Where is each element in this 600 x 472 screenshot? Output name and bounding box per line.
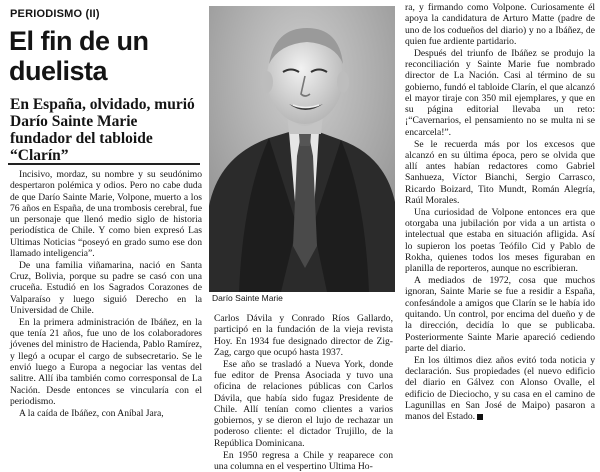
article-subhead: En España, olvidado, murió Darío Sainte Marie fundador del tabloide “Clarín” bbox=[10, 96, 195, 164]
closing-paragraph: En los últimos diez años evitó toda noticia y declaración. Sus propiedades (el nuevo edificio del diario en Gálvez con Alonso Ovalle, el edificio de Dieciocho, y su casa en el camino de Lagunillas en San José de Maipo) pasaron a manos del Estado. bbox=[405, 354, 595, 423]
section-kicker: PERIODISMO (II) bbox=[10, 8, 100, 20]
paragraph: ra, y firmando como Volpone. Curiosamente él apoya la candidatura de Arturo Matte (padre de uno de los codueños del diario) y no a Ibáñez, de quien fue ardiente partidario. bbox=[405, 2, 595, 47]
paragraph: A la caída de Ibáñez, con Aníbal Jara, bbox=[19, 407, 164, 419]
paragraph: Ese año se trasladó a Nueva York, donde fue editor de Prensa Asociada y tuvo una oficina de relaciones públicas con Carlos Dávila, que había sido fugaz Presidente de Chile. Allí tenían como clientes a varios gobiernos, y se dieron el lujo de rechazar un poderoso cliente: el dictador Trujillo, de la República Dominicana. bbox=[214, 358, 393, 449]
portrait-illustration bbox=[209, 6, 395, 292]
paragraph: A mediados de 1972, cosa que muchos ignoran, Sainte Marie se fue a residir a España, confesándole a amigos que Clarín se le había ido quitando. Un control, por encima del dueño y de la dirección, decidía lo que se publicaba. Posteriormente Sainte Marie apareció cediendo parte del diario. bbox=[405, 275, 595, 354]
paragraph: Se le recuerda más por los excesos que alcanzó en su última época, pero se olvida que allí antes habían redactores como Gabriel Sanhueza, Víctor Bianchi, Sergio Carrasco, Ricardo Boizard, Tito Mundt, Román Alegría, Raúl Morales. bbox=[405, 138, 595, 207]
paragraph: Incisivo, mordaz, su nombre y su seudónimo despertaron polémica y odios. Pero no cabe duda de que Darío Sainte Marie, Volpone, muerto a los 76 años en España, de una trombosis cerebral, fue un personaje que llenó medio siglo de historia periodística de Chile. Y como bien expresó Las Ultimas Noticias “poseyó en grado sumo ese don llamado inteligencia”. bbox=[10, 169, 202, 260]
paragraph: Una curiosidad de Volpone entonces era que otorgaba una jubilación por vida a un artista o intelectual que estaba en situación afligida. Así lo supieron los poetas Teófilo Cid y Pablo de Rokha, quienes todos los meses figuraban en planilla de reporteros, aunque no escribieran. bbox=[405, 206, 595, 275]
end-mark-icon bbox=[477, 414, 483, 420]
paragraph: En 1950 regresa a Chile y reaparece con una columna en el vespertino Ultima Ho- bbox=[214, 449, 393, 472]
article-headline: El fin de un duelista bbox=[9, 26, 149, 86]
photo-caption: Darío Sainte Marie bbox=[212, 293, 283, 303]
headline-divider bbox=[8, 163, 200, 165]
paragraph: De una familia viñamarina, nació en Santa Cruz, Bolivia, porque su padre se casó con una cruceña. Estudió en los Sagrados Corazones de Valparaíso y luego siguió Derecho en la Universidad de Chile. bbox=[10, 259, 202, 317]
text-column-2 bbox=[214, 313, 393, 472]
text-column-1 bbox=[10, 169, 202, 465]
paragraph: Después del triunfo de Ibáñez se produjo la reconciliación y Sainte Marie fue nombrado director de La Nación. Casi al término de su gobierno, fundó el tabloide Clarín, el que alcanzó el mayor tiraje con 350 mil ejemplares, y que en su página editorial llevaba un reto: ¡“Cavernarios, el pensamiento no se multa ni se encarcela!”. bbox=[405, 47, 595, 138]
portrait-photo bbox=[209, 6, 395, 292]
paragraph: En la primera administración de Ibáñez, en la que tenía 21 años, fue uno de los colaboradores jóvenes del ministro de Hacienda, Pablo Ramírez, y llegó a ocupar el cargo de subsecretario. Se le envió luego a Europa a negociar las ventas del salitre. Allí iba también como corresponsal de La Nación. Desde entonces se vincularía con el periodismo. bbox=[10, 316, 202, 407]
paragraph bbox=[405, 355, 595, 423]
paragraph: Carlos Dávila y Conrado Ríos Gallardo, participó en la fundación de la vieja revista Hoy. En 1934 fue designado director de Zig-Zag, cargo que ocupó hasta 1937. bbox=[214, 313, 393, 358]
text-column-3 bbox=[405, 2, 595, 466]
